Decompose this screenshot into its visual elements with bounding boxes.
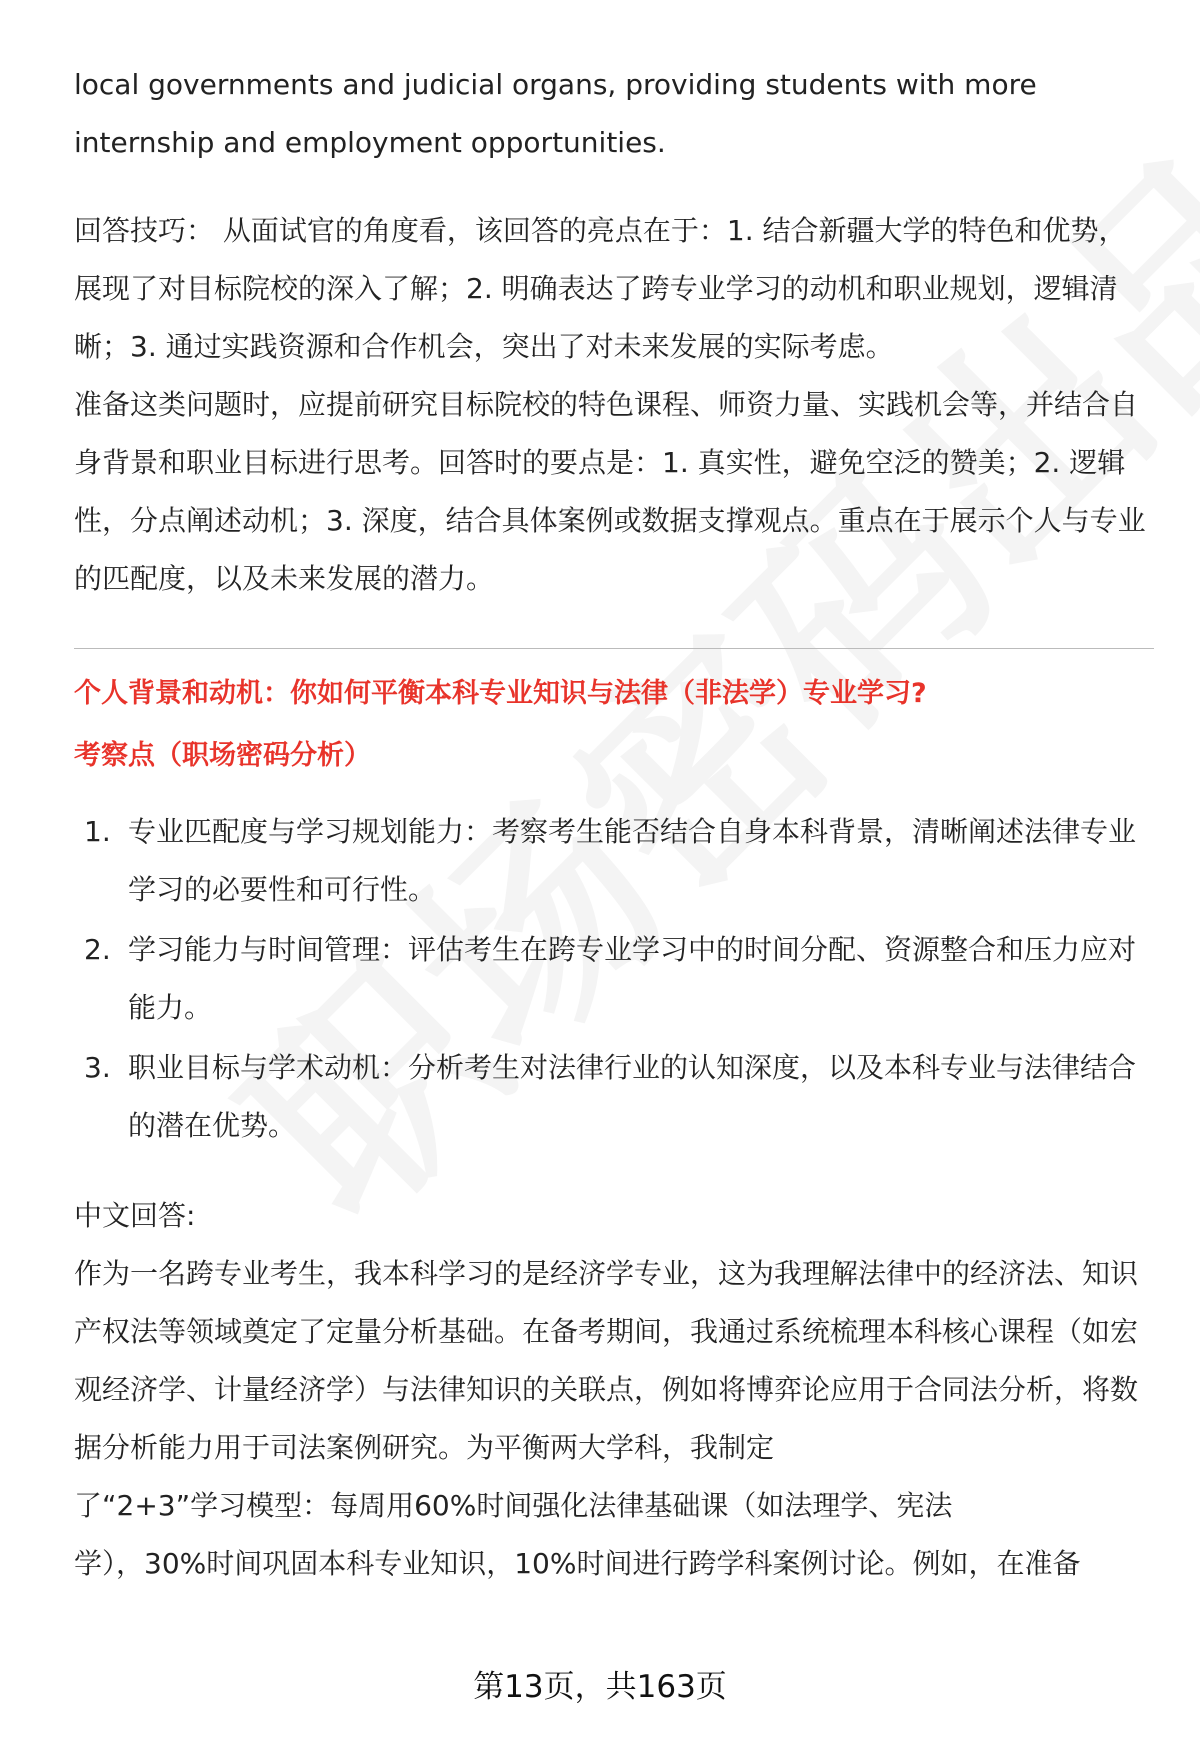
- english-paragraph: local governments and judicial organs, providing students with more internship and employment opportunities.: [74, 68, 1037, 159]
- list-item-text: 专业匹配度与学习规划能力：考察考生能否结合自身本科背景，清晰阐述法律专业学习的必要性和可行性。: [128, 815, 1137, 906]
- analysis-points-list: [74, 803, 1154, 1155]
- question-heading: 个人背景和动机：你如何平衡本科专业知识与法律（非法学）专业学习?: [74, 678, 927, 709]
- analysis-heading: 考察点（职场密码分析）: [74, 740, 371, 771]
- list-item: [74, 803, 1154, 919]
- list-item: [74, 921, 1154, 1037]
- prep-paragraph: 准备这类问题时，应提前研究目标院校的特色课程、师资力量、实践机会等，并结合自身背景和职业目标进行思考。回答时的要点是：1. 真实性，避免空泛的赞美；2. 逻辑性，分点阐述动机；3. 深度，结合具体案例或数据支撑观点。重点在于展示个人与专业的匹配度，以及未来发展的潜力。: [74, 388, 1146, 595]
- list-item-text: 学习能力与时间管理：评估考生在跨专业学习中的时间分配、资源整合和压力应对能力。: [128, 933, 1137, 1024]
- list-item-number: 2.: [84, 933, 111, 966]
- list-item-number: 3.: [84, 1051, 111, 1084]
- tips-paragraph: 回答技巧： 从面试官的角度看，该回答的亮点在于：1. 结合新疆大学的特色和优势，展现了对目标院校的深入了解；2. 明确表达了跨专业学习的动机和职业规划，逻辑清晰；3. 通过实践资源和合作机会，突出了对未来发展的实际考虑。: [74, 214, 1127, 363]
- list-item: [74, 1039, 1154, 1155]
- section-divider: [74, 648, 1154, 649]
- page-content: [74, 56, 1154, 1593]
- page-number-footer: 第13页，共163页: [473, 1669, 727, 1705]
- list-item-number: 1.: [84, 815, 111, 848]
- list-item-text: 职业目标与学术动机：分析考生对法律行业的认知深度，以及本科专业与法律结合的潜在优势。: [128, 1051, 1137, 1142]
- answer-paragraph-line: 学），30%时间巩固本科专业知识，10%时间进行跨学科案例讨论。例如，在准备: [74, 1547, 1081, 1580]
- answer-paragraph-line: 了“2+3”学习模型：每周用60%时间强化法律基础课（如法理学、宪法: [74, 1489, 953, 1522]
- answer-label: 中文回答:: [74, 1199, 196, 1232]
- answer-paragraph: 作为一名跨专业考生，我本科学习的是经济学专业，这为我理解法律中的经济法、知识产权法等领域奠定了定量分析基础。在备考期间，我通过系统梳理本科核心课程（如宏观经济学、计量经济学）与法律知识的关联点，例如将博弈论应用于合同法分析，将数据分析能力用于司法案例研究。为平衡两大学科，我制定: [74, 1257, 1139, 1464]
